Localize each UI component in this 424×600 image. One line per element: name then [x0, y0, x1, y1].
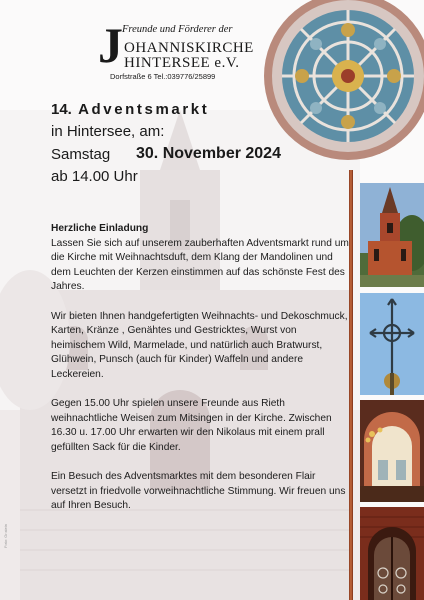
logo-address: Dorfstraße 6 Tel.:039776/25899 [110, 72, 216, 81]
invitation-heading: Herzliche Einladung [51, 223, 149, 234]
association-logo [98, 18, 268, 82]
event-title [51, 101, 209, 118]
logo-initial: J [98, 17, 123, 73]
church-interior-photo [360, 400, 424, 502]
logo-tagline: Freunde und Förderer der [122, 24, 233, 35]
rose-window-image [262, 0, 424, 162]
paragraph-intro: Lassen Sie sich auf unserem zauberhaften Adventsmarkt rund um die Kirche mit Weihnachtsduft, dem Klang der Mandolinen und dem Leuchten der Kerzen einstimmen auf das schönste Fest des Jahres. [51, 237, 349, 293]
church-tower-photo [360, 183, 424, 287]
paragraph-closing: Ein Besuch des Adventsmarktes mit dem besonderen Flair versetzt in friedvolle vorweihnachtliche Stimmung. Wir freuen uns auf Ihren Besuch. [51, 471, 346, 512]
paragraph-offerings: Wir bieten Ihnen handgefertigten Weihnachts- und Dekoschmuck, Karten, Kränze , Genähtes und Gestricktes, Wurst von heimischem Wild, Marmelade, und natürlich auch Bratwurst, Glühwein, Punsch (auch für Kinder) Waffeln und andere Leckereien. [51, 310, 348, 380]
event-time: ab 14.00 Uhr [51, 168, 138, 185]
logo-name-line2: HINTERSEE e.V. [124, 55, 240, 71]
event-day: Samstag [51, 146, 111, 163]
photo-credit: Foto: Gr.stein [3, 523, 8, 548]
event-location: in Hintersee, am: [51, 123, 165, 140]
church-door-photo [360, 507, 424, 600]
tower-cross-photo [360, 293, 424, 395]
logo-name-line1: OHANNISKIRCHE [124, 40, 254, 56]
invitation-text [51, 222, 351, 528]
event-number: 14. [51, 101, 72, 118]
paragraph-program: Gegen 15.00 Uhr spielen unsere Freunde aus Rieth weihnachtliche Weisen zum Mitsingen in der Kirche. Zwischen 16.30 u. 17.00 Uhr erwarten wir den Nikolaus mit einem prall gefüllten Sack für die Kinder. [51, 398, 332, 453]
event-date: 30. November 2024 [136, 145, 281, 162]
event-name: Adventsmarkt [78, 101, 210, 118]
